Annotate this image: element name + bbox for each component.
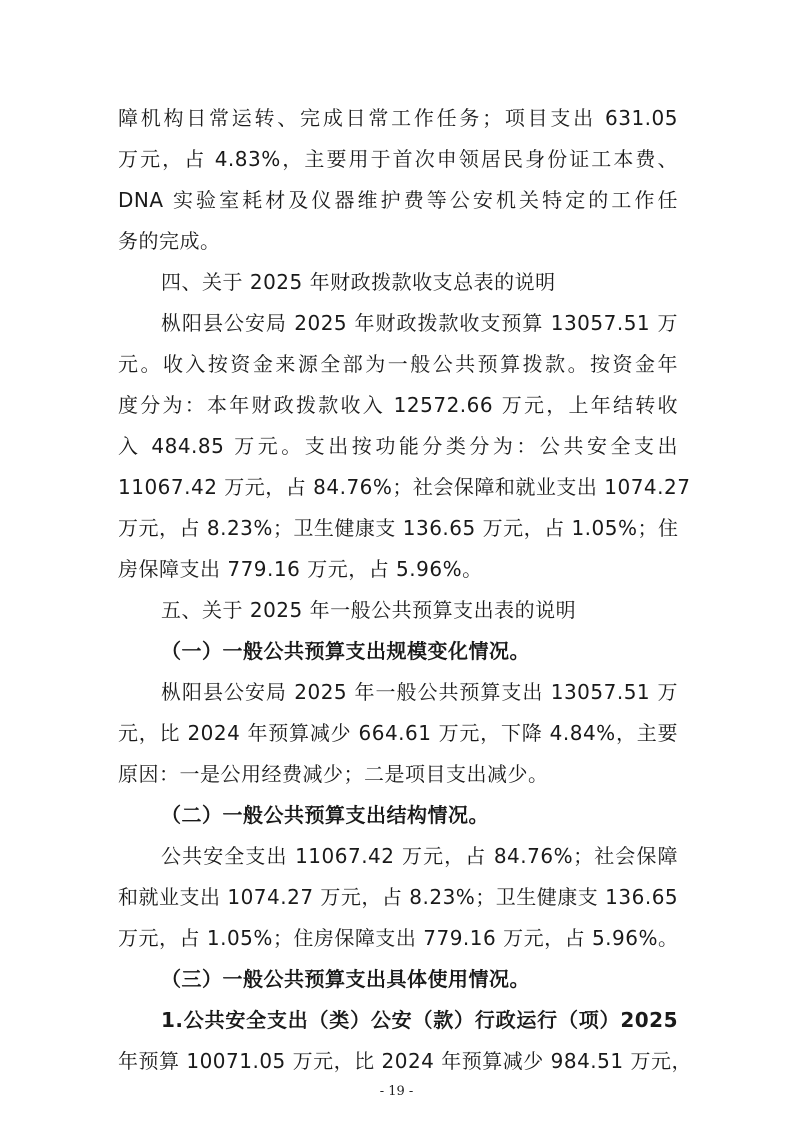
text-line: 务的完成。 <box>118 229 221 253</box>
text-line: 枞阳县公安局 2025 年财政拨款收支预算 13057.51 万 <box>161 311 678 335</box>
text-line: 年预算 10071.05 万元，比 2024 年预算减少 984.51 万元， <box>118 1049 692 1073</box>
text-line: 1.公共安全支出（类）公安（款）行政运行（项）2025 <box>161 1008 678 1032</box>
text-line: 万元，占 1.05%；住房保障支出 779.16 万元，占 5.96%。 <box>118 926 679 950</box>
subsection-heading: （三）一般公共预算支出具体使用情况。 <box>161 967 530 991</box>
text-line: 元，比 2024 年预算减少 664.61 万元，下降 4.84%，主要 <box>118 721 678 745</box>
text-line: 入 484.85 万元。支出按功能分类分为：公共安全支出 <box>118 434 678 458</box>
text-line: 万元，占 4.83%，主要用于首次申领居民身份证工本费、 <box>118 147 678 171</box>
subsection-heading: （二）一般公共预算支出结构情况。 <box>161 803 489 827</box>
text-line: 原因：一是公用经费减少；二是项目支出减少。 <box>118 762 549 786</box>
text-line: DNA 实验室耗材及仪器维护费等公安机关特定的工作任 <box>118 188 678 212</box>
text-line: 和就业支出 1074.27 万元，占 8.23%；卫生健康支 136.65 <box>118 885 679 909</box>
section-heading: 五、关于 2025 年一般公共预算支出表的说明 <box>161 598 577 622</box>
text-line: 元。收入按资金来源全部为一般公共预算拨款。按资金年 <box>118 352 678 376</box>
section-heading: 四、关于 2025 年财政拨款收支总表的说明 <box>161 270 556 294</box>
text-line: 11067.42 万元，占 84.76%；社会保障和就业支出 1074.27 <box>118 475 691 499</box>
text-line: 房保障支出 779.16 万元，占 5.96%。 <box>118 557 483 581</box>
page-number: - 19 - <box>379 1084 414 1099</box>
text-line: 万元，占 8.23%；卫生健康支 136.65 万元，占 1.05%；住 <box>118 516 679 540</box>
text-line: 公共安全支出 11067.42 万元，占 84.76%；社会保障 <box>161 844 678 868</box>
subsection-heading: （一）一般公共预算支出规模变化情况。 <box>161 639 530 663</box>
text-line: 枞阳县公安局 2025 年一般公共预算支出 13057.51 万 <box>161 680 678 704</box>
text-line: 度分为：本年财政拨款收入 12572.66 万元，上年结转收 <box>118 393 678 417</box>
text-line: 障机构日常运转、完成日常工作任务；项目支出 631.05 <box>118 106 678 130</box>
